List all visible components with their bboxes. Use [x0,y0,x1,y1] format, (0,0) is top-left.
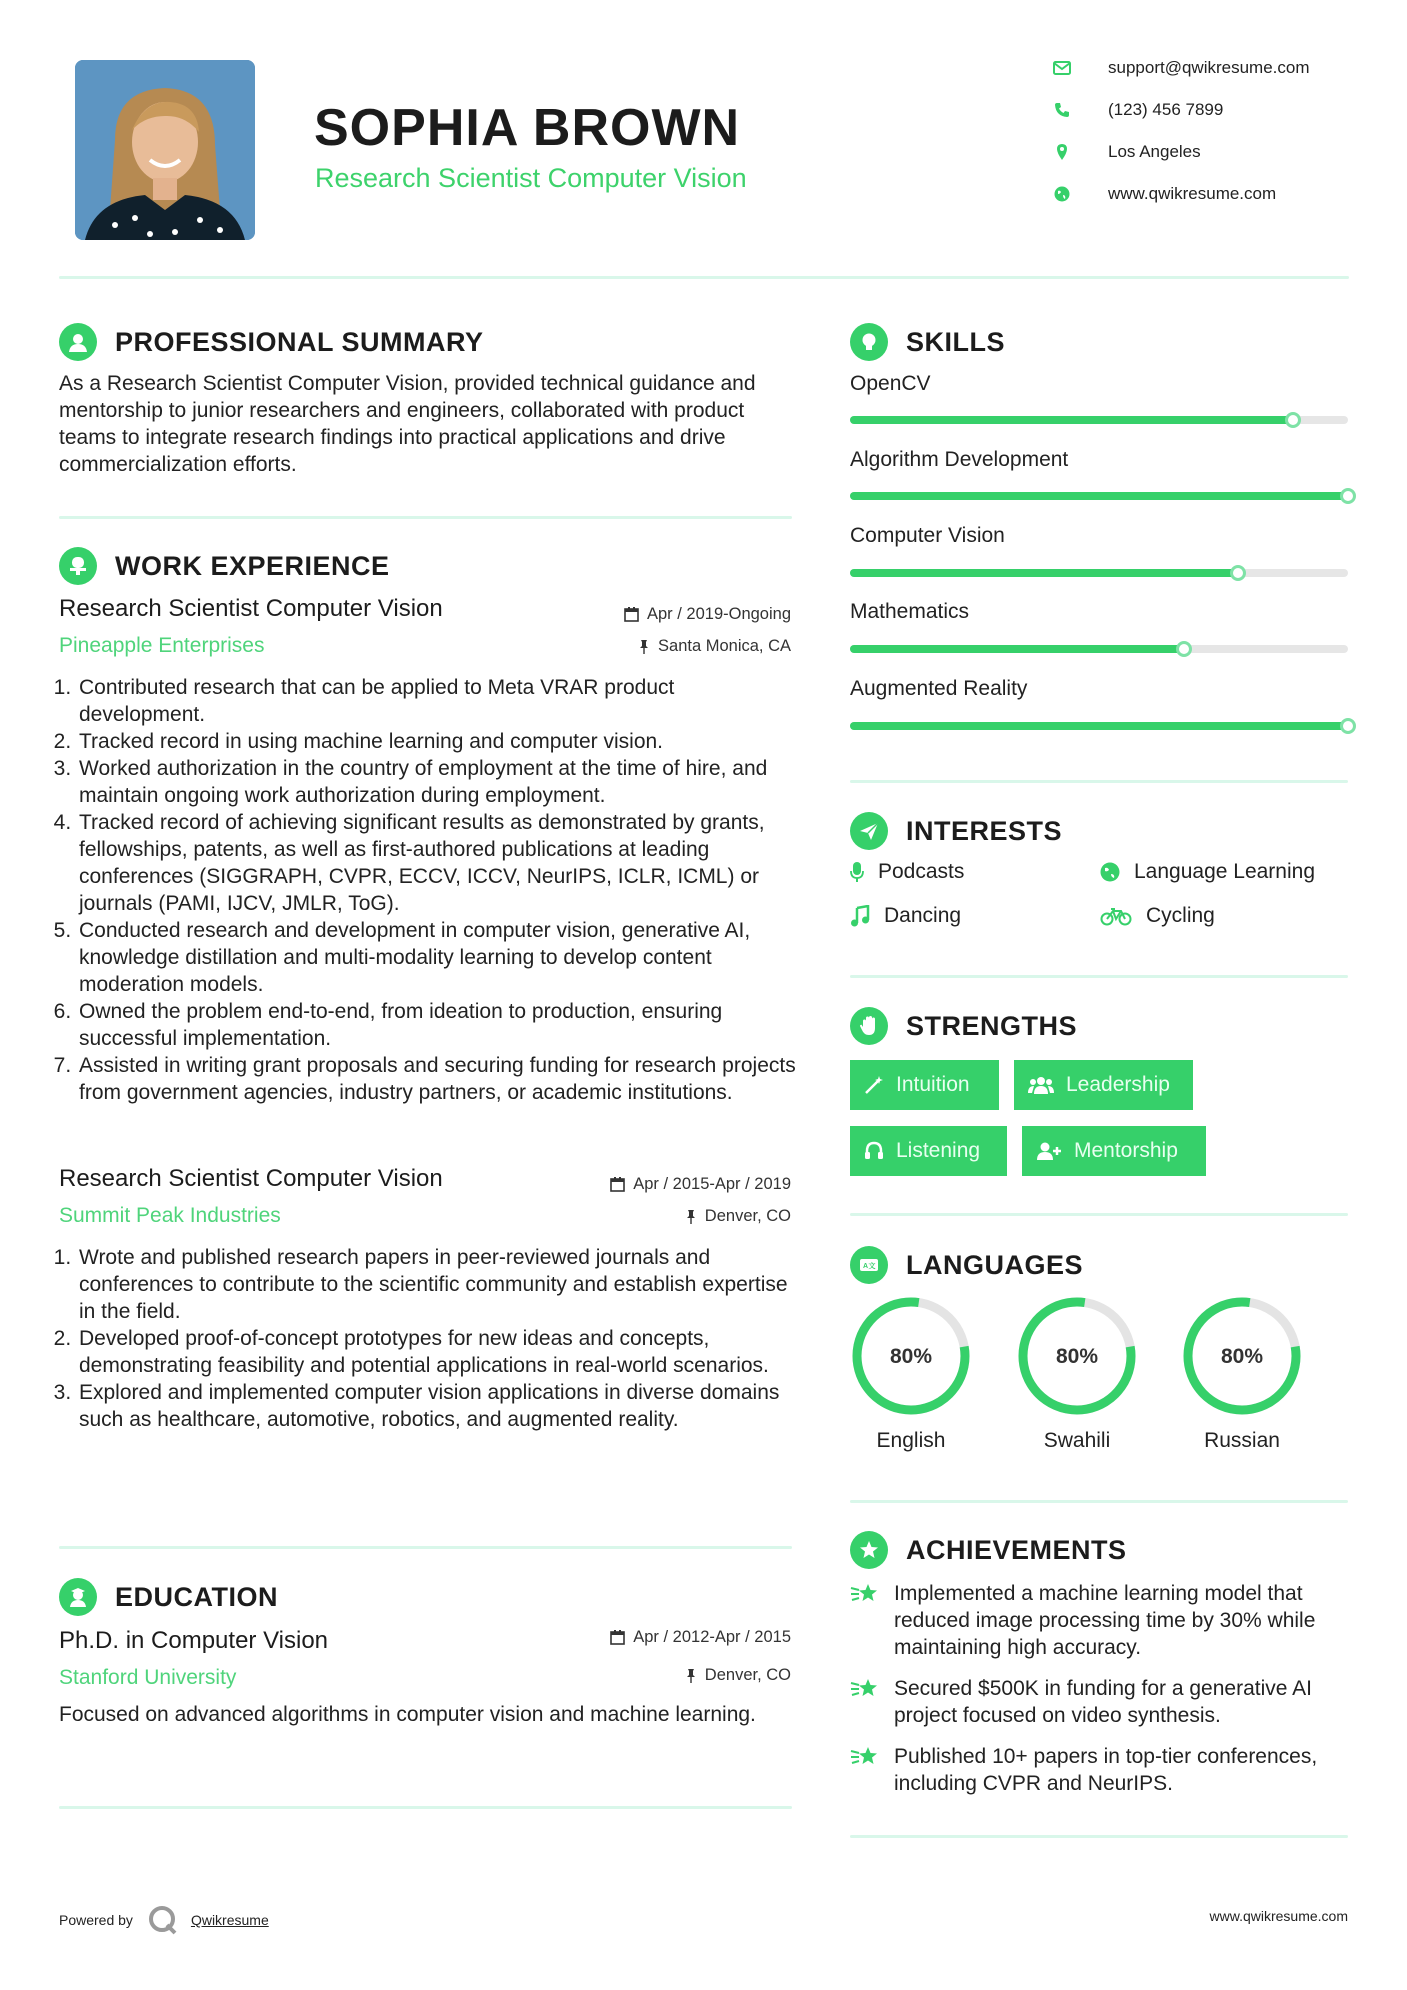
calendar-icon [610,1630,625,1645]
award-star-icon [850,1531,888,1569]
contact-phone[interactable] [1050,98,1223,122]
skill-slider-knob[interactable] [1230,565,1246,581]
languages-heading-text: LANGUAGES [906,1249,1084,1280]
education-heading-text: EDUCATION [115,1581,278,1612]
list-item: 1. Contributed research that can be applied to Meta VRAR product development. [77,674,798,728]
footer-url[interactable]: www.qwikresume.com [1209,1908,1348,1924]
education-divider [59,1806,792,1809]
qwikresume-logo-icon [147,1905,179,1935]
candidate-name: SOPHIA BROWN [314,99,741,157]
languages-divider [850,1500,1348,1503]
music-note-icon [850,905,870,927]
user-plus-icon [1036,1141,1062,1161]
strengths-heading-text: STRENGTHS [906,1010,1078,1041]
interest-podcasts [850,860,964,884]
shooting-star-icon [850,1582,880,1606]
contact-phone-text: (123) 456 7899 [1108,100,1224,119]
skill-label: Computer Vision [850,524,1005,547]
globe-icon [1100,862,1120,882]
globe-icon [1050,182,1074,206]
users-icon [1028,1075,1054,1095]
briefcase-icon [59,547,97,585]
list-item: 2. Developed proof-of-concept prototypes for new ideas and concepts, demonstrating feasibility and potential applications in real-world scenarios. [77,1325,798,1379]
education-dates [540,1628,791,1647]
pushpin-icon [685,1668,697,1683]
summary-divider [59,516,792,519]
strength-label: Leadership [1066,1073,1170,1096]
languages-rings [840,1286,1320,1426]
education-dates-text: Apr / 2012-Apr / 2015 [633,1628,791,1646]
interest-label: Dancing [884,904,962,927]
headphones-icon [864,1141,884,1161]
achievement-item [850,1743,1350,1797]
education-heading [59,1578,278,1616]
interest-label: Cycling [1146,904,1215,927]
strengths-heading [850,1007,1077,1045]
interest-label: Language Learning [1134,860,1316,883]
interest-language-learning [1100,860,1315,884]
education-location-text: Denver, CO [704,1666,791,1684]
summary-heading-text: PROFESSIONAL SUMMARY [115,326,484,357]
skill-slider-knob[interactable] [1340,488,1356,504]
contact-location-text: Los Angeles [1108,142,1201,161]
skill-fill [850,645,1184,653]
summary-heading [59,323,484,361]
contact-location [1050,140,1201,164]
language-name: English [876,1429,946,1452]
strength-label: Listening [896,1139,981,1162]
contact-website-text: www.qwikresume.com [1108,184,1277,203]
languages-heading [850,1246,1083,1284]
experience-divider [59,1546,792,1549]
header-divider [59,276,1349,279]
education-degree: Ph.D. in Computer Vision [59,1627,329,1654]
skill-fill [850,416,1293,424]
job-1-company: Pineapple Enterprises [59,634,265,657]
strength-chip-leadership [1014,1060,1193,1110]
education-school: Stanford University [59,1666,237,1689]
microphone-icon [850,861,864,883]
job-1-dates-text: Apr / 2019-Ongoing [646,605,791,623]
magic-wand-icon [864,1075,884,1095]
skill-slider-knob[interactable] [1340,718,1356,734]
map-pin-icon [1050,140,1074,164]
interest-cycling [1100,904,1215,928]
job-1-dates [560,605,791,624]
list-item: 3. Explored and implemented computer vision applications in diverse domains such as healthcare, automotive, robotics, and augmented reality. [77,1379,798,1433]
job-2-company: Summit Peak Industries [59,1204,281,1227]
list-item: 4. Tracked record of achieving significant results as demonstrated by grants, fellowships, patents, as well as first-authored publications at leading conferences (SIGGRAPH, CVPR, ECCV, ICCV, NeurIPS, ICLR, ICML) or journals (PAMI, IJCV, JMLR, ToG). [77,809,798,917]
calendar-icon [624,607,639,622]
skill-slider-knob[interactable] [1285,412,1301,428]
list-item: 3. Worked authorization in the country of employment at the time of hire, and maintain ongoing work authorization during employment. [77,755,798,809]
education-location [560,1666,791,1685]
skill-fill [850,569,1238,577]
profile-photo [75,60,255,240]
achievements-heading-text: ACHIEVEMENTS [906,1534,1127,1565]
strength-chip-mentorship [1022,1126,1206,1176]
shooting-star-icon [850,1677,880,1701]
experience-heading [59,547,390,585]
job-2-dates-text: Apr / 2015-Apr / 2019 [633,1175,791,1193]
footer-powered-by [59,1905,269,1935]
achievements-heading [850,1531,1127,1569]
strength-label: Intuition [896,1073,970,1096]
powered-by-text: Powered by [59,1912,133,1928]
user-icon [59,323,97,361]
envelope-icon [1050,56,1074,80]
skill-label: Augmented Reality [850,677,1028,700]
skill-label: OpenCV [850,372,931,395]
interests-heading [850,812,1062,850]
job-2-title: Research Scientist Computer Vision [59,1165,443,1192]
lightbulb-icon [850,323,888,361]
interest-label: Podcasts [878,860,965,883]
achievements-divider [850,1835,1348,1838]
graduate-icon [59,1578,97,1616]
job-2-location [560,1207,791,1226]
achievement-text: Published 10+ papers in top-tier conferences, including CVPR and NeurIPS. [894,1745,1318,1795]
bicycle-icon [1100,906,1132,926]
shooting-star-icon [850,1745,880,1769]
interests-divider [850,975,1348,978]
svg-text:A文: A文 [863,1263,877,1270]
candidate-title: Research Scientist Computer Vision [315,163,747,193]
strength-chip-listening [850,1126,1007,1176]
interest-dancing [850,904,961,928]
achievement-item [850,1675,1350,1729]
skill-fill [850,722,1348,730]
list-item: 1. Wrote and published research papers in peer-reviewed journals and conferences to contribute to the scientific community and establish expertise in the field. [77,1244,798,1325]
skill-slider-knob[interactable] [1176,641,1192,657]
experience-heading-text: WORK EXPERIENCE [115,550,390,581]
skill-fill [850,492,1348,500]
achievement-text: Implemented a machine learning model that reduced image processing time by 30% while maintaining high accuracy. [894,1582,1316,1659]
language-percent: 80% [889,1345,933,1368]
list-item: 6. Owned the problem end-to-end, from ideation to production, ensuring successful implementation. [77,998,798,1052]
job-2-dates [540,1175,791,1194]
pushpin-icon [685,1209,697,1224]
skills-divider [850,780,1348,783]
skills-heading [850,323,1005,361]
strength-chip-intuition [850,1060,999,1110]
pushpin-icon [638,639,650,654]
skills-heading-text: SKILLS [906,326,1006,357]
calendar-icon [610,1177,625,1192]
contact-email-text: support@qwikresume.com [1108,58,1310,77]
language-name: Swahili [1043,1429,1111,1452]
job-2-bullets [53,1244,798,1433]
list-item: 7. Assisted in writing grant proposals and securing funding for research projects from government agencies, industry partners, or academic institutions. [77,1052,798,1106]
list-item: 2. Tracked record in using machine learning and computer vision. [77,728,798,755]
job-1-bullets [53,674,798,1106]
qwikresume-link[interactable]: Qwikresume [190,1912,269,1928]
skill-label: Mathematics [850,600,970,623]
paper-plane-icon [850,812,888,850]
job-1-location-text: Santa Monica, CA [658,637,791,655]
strengths-divider [850,1213,1348,1216]
language-name: Russian [1204,1429,1280,1452]
raised-hand-icon [850,1007,888,1045]
summary-text: As a Research Scientist Computer Vision, provided technical guidance and mentorship to junior researchers and engineers, collaborated with product teams to integrate research findings into practical applications and drive commercialization efforts. [59,372,756,476]
contact-email[interactable] [1050,56,1310,80]
job-2-location-text: Denver, CO [704,1207,791,1225]
skill-label: Algorithm Development [850,448,1069,471]
achievement-text: Secured $500K in funding for a generative AI project focused on video synthesis. [894,1677,1312,1727]
language-percent: 80% [1220,1345,1264,1368]
education-text: Focused on advanced algorithms in computer vision and machine learning. [59,1703,756,1726]
job-1-title: Research Scientist Computer Vision [59,595,443,622]
achievement-item [850,1580,1350,1661]
job-1-location [560,637,791,656]
list-item: 5. Conducted research and development in computer vision, generative AI, knowledge distillation and multi-modality learning to develop content moderation models. [77,917,798,998]
strength-label: Mentorship [1074,1139,1178,1162]
contact-website[interactable] [1050,182,1276,206]
phone-icon [1050,98,1074,122]
language-card-icon [850,1246,888,1284]
interests-heading-text: INTERESTS [906,815,1063,846]
language-percent: 80% [1055,1345,1099,1368]
